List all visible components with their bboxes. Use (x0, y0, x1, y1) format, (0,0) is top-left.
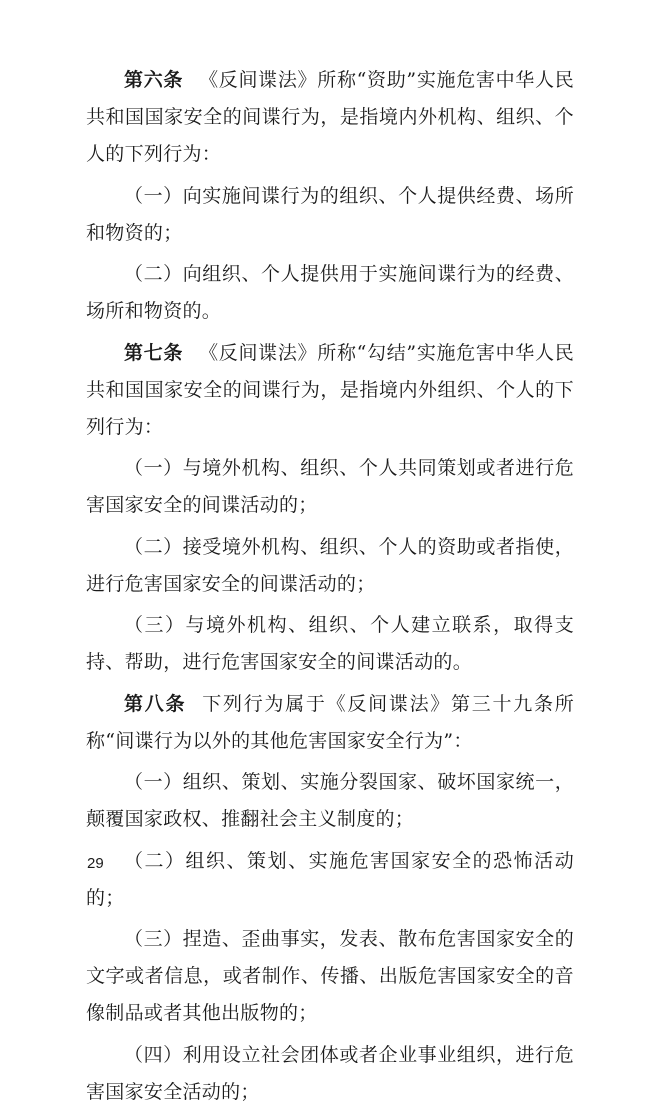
article-8-item-1-text: （一）组织、策划、实施分裂国家、破坏国家统一，颠覆国家政权、推翻社会主义制度的； (86, 771, 574, 830)
article-7-text: 《反间谍法》所称“勾结”实施危害中华人民共和国国家安全的间谍行为，是指境内外组织、个人的下列行为： (86, 341, 574, 438)
article-8-item-2 (86, 843, 574, 917)
document-body (86, 62, 574, 1115)
article-7-item-3-text: （三）与境外机构、组织、个人建立联系，取得支持、帮助，进行危害国家安全的间谍活动的。 (86, 614, 574, 673)
article-7-heading: 第七条 (124, 341, 184, 364)
article-6-item-2 (86, 256, 574, 330)
article-8-item-4 (86, 1037, 574, 1111)
article-6-item-1 (86, 178, 574, 252)
article-8-item-4-text: （四）利用设立社会团体或者企业事业组织，进行危害国家安全活动的； (86, 1043, 574, 1103)
article-8-item-2-text: （二）组织、策划、实施危害国家安全的恐怖活动的； (86, 849, 574, 909)
article-7-item-3 (86, 607, 574, 681)
article-8-intro (86, 686, 574, 760)
article-6-intro (86, 62, 574, 173)
article-6-item-2-text: （二）向组织、个人提供用于实施间谍行为的经费、场所和物资的。 (86, 263, 574, 322)
article-7-item-1-text: （一）与境外机构、组织、个人共同策划或者进行危害国家安全的间谍活动的； (86, 457, 574, 516)
article-6-heading: 第六条 (124, 69, 184, 91)
article-7-item-1 (86, 450, 574, 524)
article-6-item-1-text: （一）向实施间谍行为的组织、个人提供经费、场所和物资的； (86, 184, 574, 244)
article-8-item-3-text: （三）捏造、歪曲事实，发表、散布危害国家安全的文字或者信息，或者制作、传播、出版危害国家安全的音像制品或者其他出版物的； (86, 928, 574, 1024)
article-8-item-1 (86, 764, 574, 838)
article-7-item-2-text: （二）接受境外机构、组织、个人的资助或者指使，进行危害国家安全的间谍活动的； (86, 535, 574, 595)
article-8-item-3 (86, 921, 574, 1032)
article-7-item-2 (86, 529, 574, 603)
page-number: 29 (87, 855, 104, 872)
article-8-text: 下列行为属于《反间谍法》第三十九条所称“间谍行为以外的其他危害国家安全行为”： (86, 692, 575, 752)
article-8-heading: 第八条 (124, 692, 187, 715)
article-7-intro (86, 335, 574, 446)
article-6-text: 《反间谍法》所称“资助”实施危害中华人民共和国国家安全的间谍行为，是指境内外机构、组织、个人的下列行为： (86, 69, 574, 165)
